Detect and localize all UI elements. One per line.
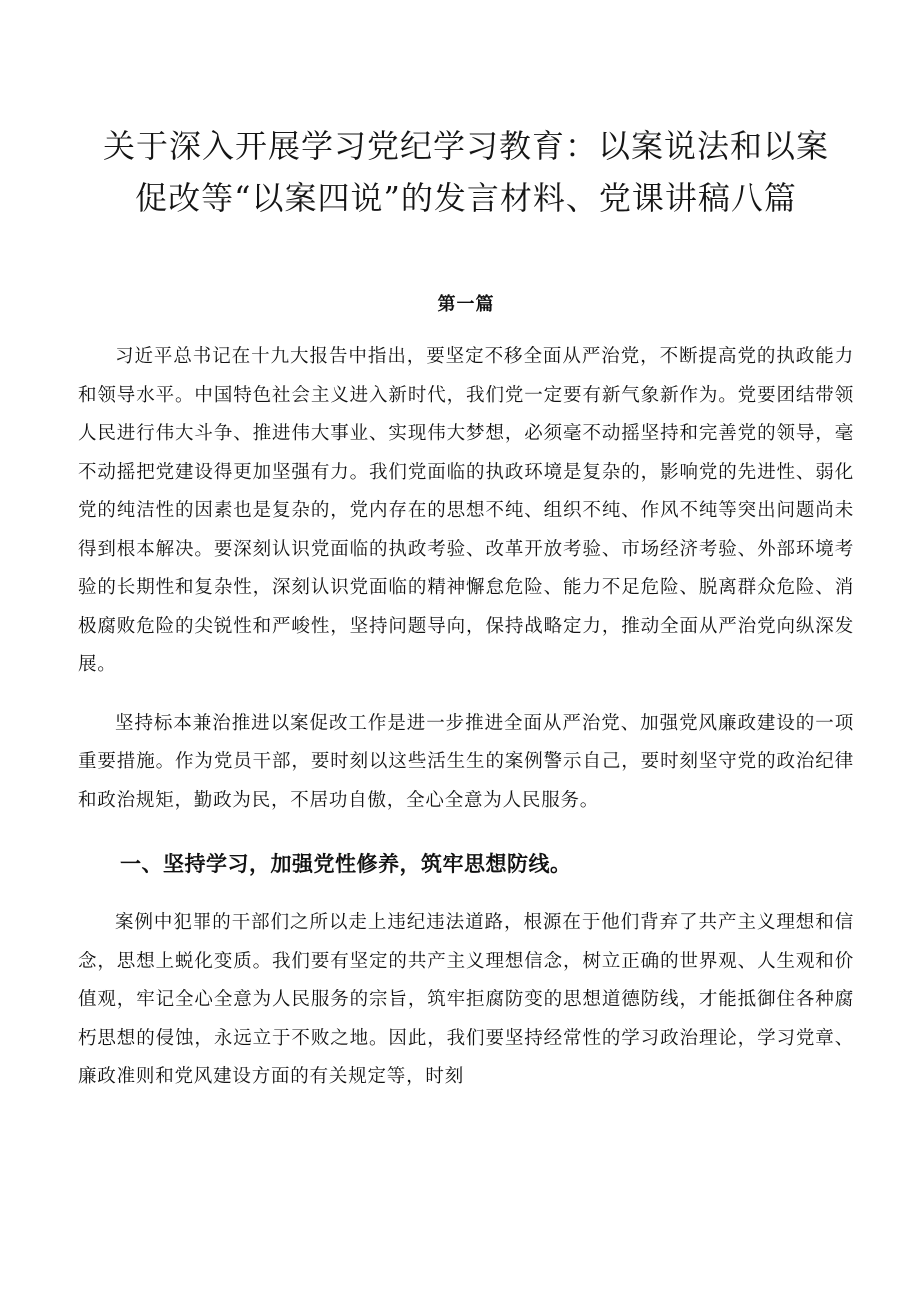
heading-1: 一、坚持学习，加强党性修养，筑牢思想防线。 [120, 852, 572, 876]
title-line-2: 促改等“以案四说”的发言材料、党课讲稿八篇 [135, 179, 797, 217]
paragraph-3: 案例中犯罪的干部们之所以走上违纪违法道路，根源在于他们背弃了共产主义理想和信念，思想上蜕化变质。我们要有坚定的共产主义理想信念，树立正确的世界观、人生观和价值观，牢记全心全意为人民服务的宗旨，筑牢拒腐防变的思想道德防线，才能抵御住各种腐朽思想的侵蚀，永远立于不败之地。因此，我们要坚持经常性的学习政治理论，学习党章、廉政准则和党风建设方面的有关规定等，时刻 [78, 912, 854, 1087]
section-label: 第一篇 [437, 294, 495, 315]
paragraph-2: 坚持标本兼治推进以案促改工作是进一步推进全面从严治党、加强党风廉政建设的一项重要措施。作为党员干部，要时刻以这些活生生的案例警示自己，要时刻坚守党的政治纪律和政治规矩，勤政为民，不居功自傲，全心全意为人民服务。 [78, 712, 854, 811]
document-title [78, 120, 854, 224]
paragraph-1: 习近平总书记在十九大报告中指出，要坚定不移全面从严治党，不断提高党的执政能力和领导水平。中国特色社会主义进入新时代，我们党一定要有新气象新作为。党要团结带领人民进行伟大斗争、推进伟大事业、实现伟大梦想，必须毫不动摇坚持和完善党的领导，毫不动摇把党建设得更加坚强有力。我们党面临的执政环境是复杂的，影响党的先进性、弱化党的纯洁性的因素也是复杂的，党内存在的思想不纯、组织不纯、作风不纯等突出问题尚未得到根本解决。要深刻认识党面临的执政考验、改革开放考验、市场经济考验、外部环境考验的长期性和复杂性，深刻认识党面临的精神懈怠危险、能力不足危险、脱离群众危险、消极腐败危险的尖锐性和严峻性，坚持问题导向，保持战略定力，推动全面从严治党向纵深发展。 [78, 346, 854, 675]
title-line-1: 关于深入开展学习党纪学习教育：以案说法和以案 [102, 127, 829, 165]
